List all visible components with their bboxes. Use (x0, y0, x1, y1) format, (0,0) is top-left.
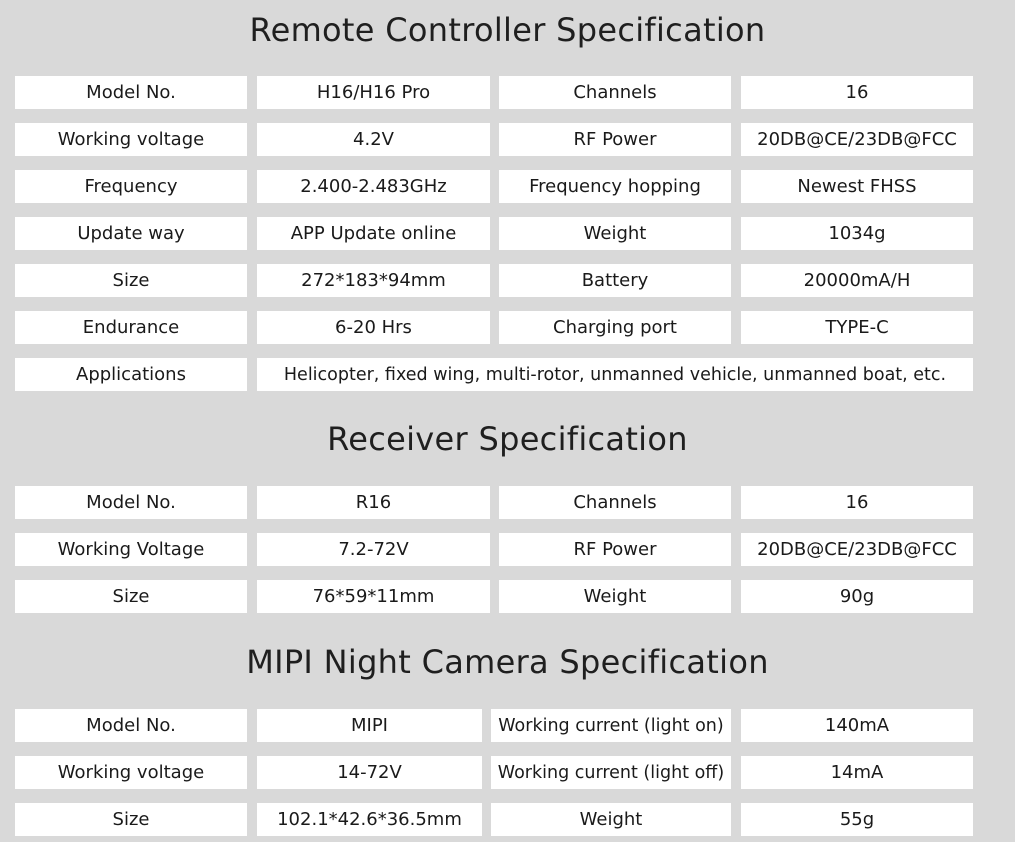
spec-value: 20DB@CE/23DB@FCC (741, 533, 973, 566)
spec-value: TYPE-C (741, 311, 973, 344)
spec-label: Working voltage (15, 756, 247, 789)
spec-value: H16/H16 Pro (257, 76, 490, 109)
spec-row (15, 756, 973, 789)
spec-value: 102.1*42.6*36.5mm (257, 803, 482, 836)
spec-label: Model No. (15, 709, 247, 742)
spec-label: Model No. (15, 76, 247, 109)
spec-label: RF Power (499, 533, 731, 566)
spec-value: 6-20 Hrs (257, 311, 490, 344)
spec-value: 1034g (741, 217, 973, 250)
spec-value: Helicopter, fixed wing, multi-rotor, unmanned vehicle, unmanned boat, etc. (257, 358, 973, 391)
spec-value: 20000mA/H (741, 264, 973, 297)
spec-label: Model No. (15, 486, 247, 519)
spec-value: 7.2-72V (257, 533, 490, 566)
spec-label: Weight (491, 803, 731, 836)
spec-row (15, 217, 973, 250)
spec-value: 16 (741, 76, 973, 109)
spec-value: 16 (741, 486, 973, 519)
spec-label: Size (15, 264, 247, 297)
spec-row (15, 264, 973, 297)
spec-row (15, 533, 973, 566)
spec-value: R16 (257, 486, 490, 519)
spec-row (15, 486, 973, 519)
spec-label: RF Power (499, 123, 731, 156)
spec-row (15, 803, 973, 836)
spec-label: Working Voltage (15, 533, 247, 566)
spec-label: Battery (499, 264, 731, 297)
receiver-title: Receiver Specification (327, 420, 688, 458)
spec-row (15, 580, 973, 613)
spec-label: Working current (light on) (491, 709, 731, 742)
spec-label: Channels (499, 76, 731, 109)
spec-label: Applications (15, 358, 247, 391)
spec-row (15, 123, 973, 156)
spec-label: Frequency (15, 170, 247, 203)
spec-value: 20DB@CE/23DB@FCC (741, 123, 973, 156)
spec-label: Weight (499, 580, 731, 613)
spec-label: Update way (15, 217, 247, 250)
spec-row (15, 311, 973, 344)
spec-label: Working current (light off) (491, 756, 731, 789)
spec-row (15, 170, 973, 203)
spec-label: Size (15, 580, 247, 613)
spec-value: Newest FHSS (741, 170, 973, 203)
spec-label: Frequency hopping (499, 170, 731, 203)
spec-value: 76*59*11mm (257, 580, 490, 613)
spec-value: MIPI (257, 709, 482, 742)
spec-value: 4.2V (257, 123, 490, 156)
spec-label: Charging port (499, 311, 731, 344)
remote-controller-title: Remote Controller Specification (249, 11, 766, 49)
spec-value: 90g (741, 580, 973, 613)
spec-label: Channels (499, 486, 731, 519)
spec-row (15, 76, 973, 109)
spec-label: Weight (499, 217, 731, 250)
mipi-camera-title: MIPI Night Camera Specification (246, 643, 769, 681)
spec-value: 140mA (741, 709, 973, 742)
spec-value: 14mA (741, 756, 973, 789)
spec-row (15, 358, 973, 391)
spec-value: 14-72V (257, 756, 482, 789)
spec-value: 2.400-2.483GHz (257, 170, 490, 203)
spec-label: Size (15, 803, 247, 836)
spec-row (15, 709, 973, 742)
spec-value: 272*183*94mm (257, 264, 490, 297)
spec-label: Working voltage (15, 123, 247, 156)
spec-value: APP Update online (257, 217, 490, 250)
spec-value: 55g (741, 803, 973, 836)
spec-label: Endurance (15, 311, 247, 344)
